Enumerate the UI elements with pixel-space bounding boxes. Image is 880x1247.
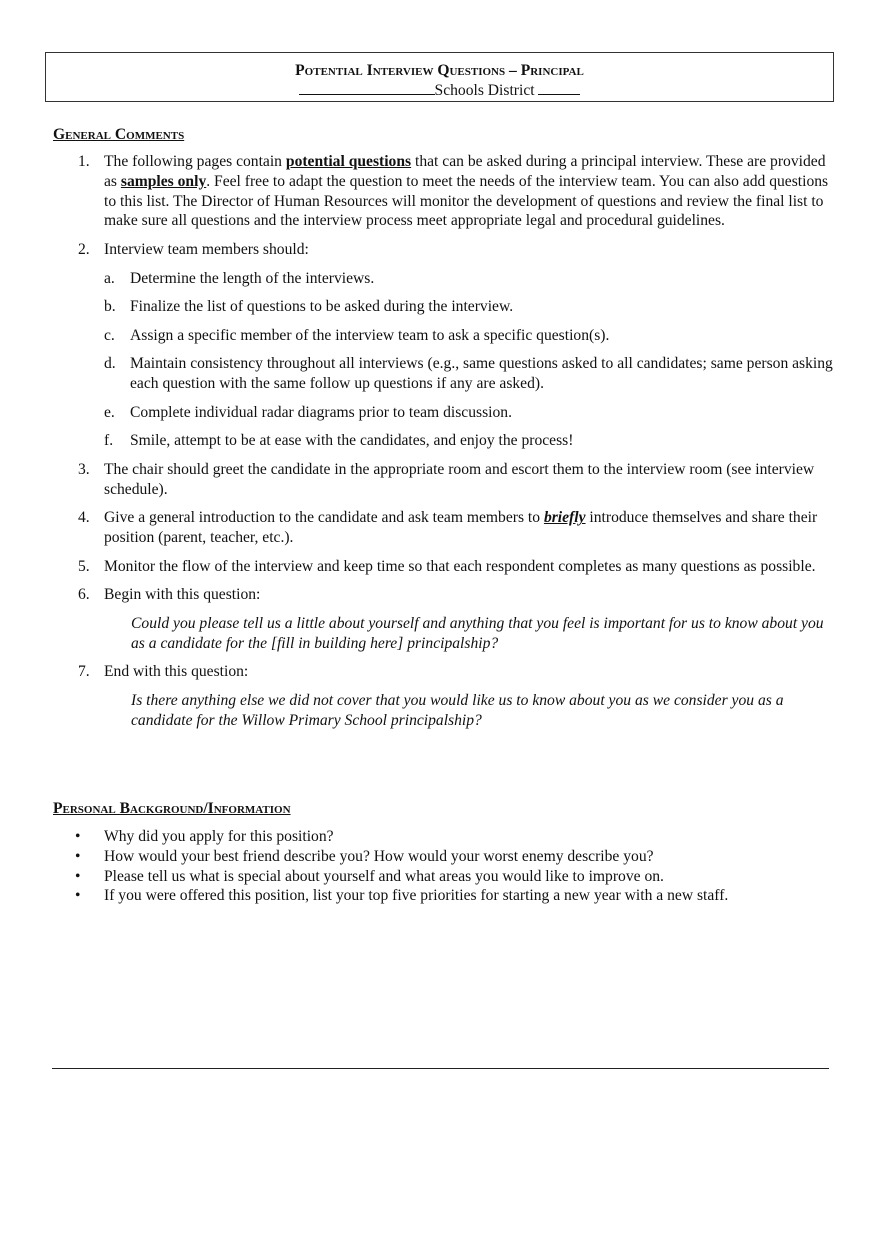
text: Smile, attempt to be at ease with the candidates, and enjoy the process! [130,432,574,450]
general-comments-list [53,152,833,739]
sub-letter: e. [104,403,115,421]
personal-questions-list [53,827,833,906]
opening-question: Could you please tell us a little about yourself and anything that you feel is important for us to know about you as a candidate for the [fill in building here] principalship? [131,614,824,652]
text: The chair should greet the candidate in the appropriate room and escort them to the interview room (see interview schedule). [104,460,815,498]
list-item [53,585,833,653]
text: If you were offered this position, list your top five priorities for starting a new year with a new staff. [104,887,729,905]
list-item [53,662,833,730]
sub-item [104,403,833,423]
list-item [53,460,833,500]
text: Give a general introduction to the candidate and ask team members to [104,509,544,527]
emphasis: briefly [543,509,586,527]
item-number: 7. [78,663,90,681]
text: Interview team members should: [104,240,309,258]
emphasis: samples only [120,172,207,190]
sub-letter: f. [104,432,114,450]
title-box [45,52,834,102]
sub-item [104,269,833,289]
item-number: 4. [78,509,90,527]
document-title: Potential Interview Questions – Principal [295,62,584,79]
text: Begin with this question: [104,586,261,604]
bullet-icon: • [75,887,81,905]
text: Complete individual radar diagrams prior to team discussion. [130,403,512,421]
sub-letter: c. [104,326,115,344]
text: Monitor the flow of the interview and keep time so that each respondent completes as many questions as possible. [104,557,816,575]
text: Determine the length of the interviews. [130,269,375,287]
district-blank [299,80,435,95]
list-item [53,867,833,887]
sub-item [104,297,833,317]
number-blank [538,80,580,95]
sub-letter: d. [104,355,116,373]
list-item [53,827,833,847]
list-item [53,847,833,867]
sub-item [104,431,833,451]
text: introduce themselves and share their position (parent, teacher, etc.). [104,509,818,547]
sub-letter: a. [104,269,115,287]
list-item [53,152,833,231]
sub-letter: b. [104,298,116,316]
footer-divider [52,1068,829,1069]
text: that can be asked during a principal interview. These are provided as [104,153,826,190]
text: How would your best friend describe you? How would your worst enemy describe you? [104,847,654,865]
section-heading-general: General Comments [53,126,185,143]
bullet-icon: • [75,828,81,845]
text: Assign a specific member of the interview team to ask a specific question(s). [130,326,610,344]
bullet-icon: • [75,867,81,885]
document-subtitle [46,80,833,101]
section-heading-personal: Personal Background/Information [53,800,291,817]
item-number: 1. [78,153,90,170]
item-number: 5. [78,557,90,575]
sub-item [104,354,833,394]
list-item [53,886,833,906]
emphasis: potential questions [285,153,412,170]
text: The following pages contain [104,153,286,170]
list-item [53,240,833,451]
text: Maintain consistency throughout all interviews (e.g., same questions asked to all candidates; same person asking each question with the same follow up questions if any are asked). [130,355,833,393]
text: Why did you apply for this position? [104,828,334,845]
list-item [53,508,833,548]
text: Please tell us what is special about yourself and what areas you would like to improve on. [104,867,664,885]
item-number: 2. [78,240,90,258]
item-number: 3. [78,460,90,478]
item-number: 6. [78,586,90,604]
closing-question: Is there anything else we did not cover that you would like us to know about you as we consider you as a candidate for the Willow Primary School principalship? [131,691,784,729]
text: . Feel free to adapt the question to meet the needs of the interview team. You can also add questions to this list. The Director of Human Resources will monitor the development of questions and review the final list to make sure all questions and the interview process meet appropriate legal and procedural guidelines. [104,172,829,230]
list-item [53,557,833,577]
text: End with this question: [104,663,249,681]
text: Finalize the list of questions to be asked during the interview. [130,298,514,316]
subtitle-text: Schools District [434,82,535,99]
sub-item [104,326,833,346]
bullet-icon: • [75,847,81,865]
